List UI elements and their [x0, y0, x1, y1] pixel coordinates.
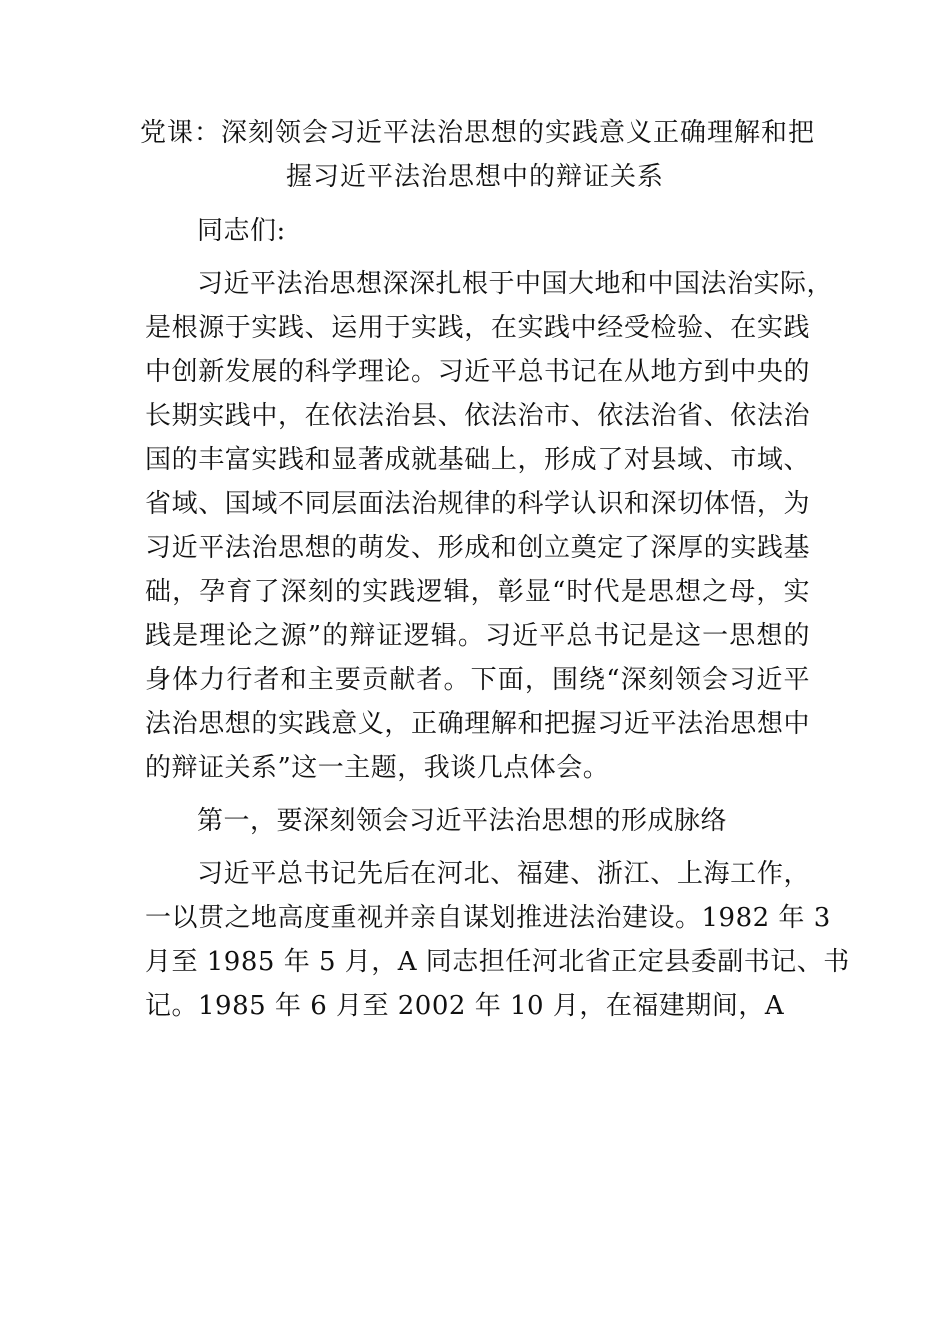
paragraph-1-line: 法治思想的实践意义，正确理解和把握习近平法治思想中 [145, 709, 810, 739]
paragraph-2-line: 一以贯之地高度重视并亲自谋划推进法治建设。1982 年 3 [145, 903, 831, 933]
paragraph-1-line: 的辩证关系”这一主题，我谈几点体会。 [145, 753, 610, 783]
paragraph-1-line: 习近平法治思想的萌发、形成和创立奠定了深厚的实践基 [145, 533, 810, 563]
section-heading-1: 第一，要深刻领会习近平法治思想的形成脉络 [197, 806, 728, 836]
paragraph-2-line: 习近平总书记先后在河北、福建、浙江、上海工作， [197, 859, 810, 889]
document-title-line-2: 握习近平法治思想中的辩证关系 [285, 162, 664, 192]
paragraph-1-line: 习近平法治思想深深扎根于中国大地和中国法治实际， [197, 269, 834, 299]
salutation: 同志们: [197, 216, 286, 246]
paragraph-2-line: 月至 1985 年 5 月，A 同志担任河北省正定县委副书记、书 [145, 947, 850, 977]
paragraph-1-line: 长期实践中，在依法治县、依法治市、依法治省、依法治 [145, 401, 810, 431]
paragraph-1-line: 国的丰富实践和显著成就基础上，形成了对县域、市域、 [145, 445, 810, 475]
document-title-line-1: 党课：深刻领会习近平法治思想的实践意义正确理解和把 [140, 118, 816, 148]
paragraph-1-line: 省域、国域不同层面法治规律的科学认识和深切体悟，为 [145, 489, 810, 519]
paragraph-1-line: 身体力行者和主要贡献者。下面，围绕“深刻领会习近平 [145, 665, 810, 695]
paragraph-1-line: 础，孕育了深刻的实践逻辑，彰显“时代是思想之母，实 [145, 577, 810, 607]
paragraph-1-line: 是根源于实践、运用于实践，在实践中经受检验、在实践 [145, 313, 810, 343]
paragraph-1-line: 践是理论之源”的辩证逻辑。习近平总书记是这一思想的 [145, 621, 810, 651]
paragraph-2-line: 记。1985 年 6 月至 2002 年 10 月，在福建期间，A [145, 991, 785, 1021]
paragraph-1-line: 中创新发展的科学理论。习近平总书记在从地方到中央的 [145, 357, 810, 387]
